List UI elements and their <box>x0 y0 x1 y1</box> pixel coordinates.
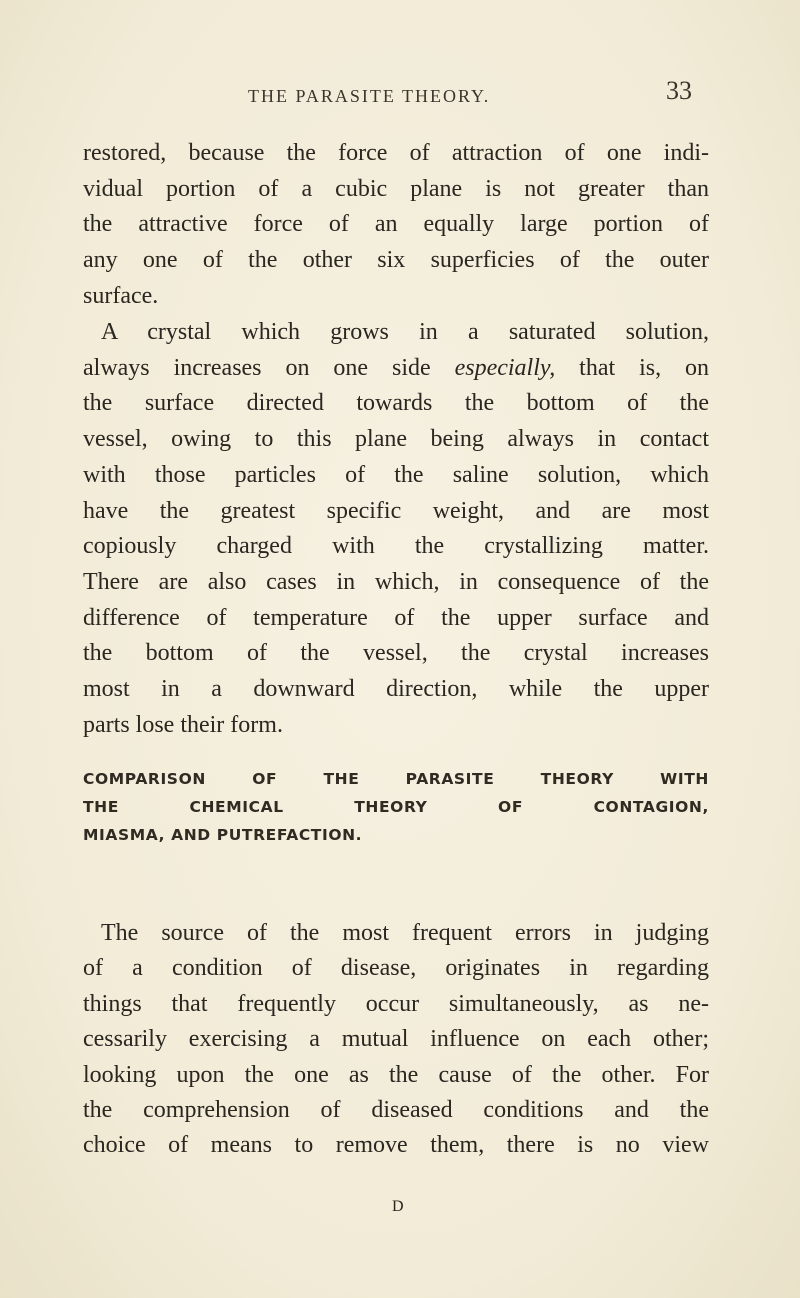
text-line: There are also cases in which, in consequence of the <box>83 568 709 595</box>
text-line: restored, because the force of attraction of one indi- <box>83 140 709 166</box>
paragraph-1 <box>83 136 709 315</box>
text-line: looking upon the one as the cause of the other. For <box>83 1061 709 1088</box>
heading-line: THE CHEMICAL THEORY OF CONTAGION, <box>83 798 709 816</box>
text-line: with those particles of the saline solution, which <box>83 461 709 488</box>
paragraph-2 <box>83 315 709 743</box>
text-line: any one of the other six superficies of the outer <box>83 247 709 274</box>
text-span: that is, on <box>555 354 710 381</box>
text-line: vidual portion of a cubic plane is not greater than <box>83 175 709 202</box>
paragraph-3 <box>83 916 709 1164</box>
text-line: cessarily exercising a mutual influence on each other; <box>83 1026 709 1053</box>
text-line: difference of temperature of the upper surface and <box>83 604 709 631</box>
signature-mark: D <box>392 1198 404 1215</box>
text-line: the attractive force of an equally large portion of <box>83 211 709 238</box>
heading-line: COMPARISON OF THE PARASITE THEORY WITH <box>83 770 709 788</box>
text-line: the bottom of the vessel, the crystal increases <box>83 640 709 667</box>
text-line: of a condition of disease, originates in regarding <box>83 955 709 982</box>
text-line: have the greatest specific weight, and are most <box>83 497 709 524</box>
emphasis-text: especially, <box>454 354 556 381</box>
text-line: vessel, owing to this plane being always in contact <box>83 426 709 453</box>
text-line: most in a downward direction, while the upper <box>83 676 709 703</box>
text-line: the surface directed towards the bottom of the <box>83 390 709 417</box>
text-span: always increases on one side <box>83 354 455 381</box>
text-line: choice of means to remove them, there is no view <box>83 1132 709 1159</box>
text-line: copiously charged with the crystallizing matter. <box>83 533 709 560</box>
page-number: 33 <box>666 76 692 105</box>
text-line: the comprehension of diseased conditions and the <box>83 1097 709 1124</box>
heading-line: MIASMA, AND PUTREFACTION. <box>83 826 363 844</box>
text-line: things that frequently occur simultaneously, as ne- <box>83 990 709 1017</box>
text-line: parts lose their form. <box>83 711 283 738</box>
text-line: surface. <box>83 282 159 309</box>
text-line: The source of the most frequent errors in judging <box>101 920 709 946</box>
running-head: THE PARASITE THEORY. <box>248 86 491 106</box>
text-line: A crystal which grows in a saturated solution, <box>101 319 709 345</box>
text-line <box>83 351 709 387</box>
section-heading <box>83 765 709 849</box>
